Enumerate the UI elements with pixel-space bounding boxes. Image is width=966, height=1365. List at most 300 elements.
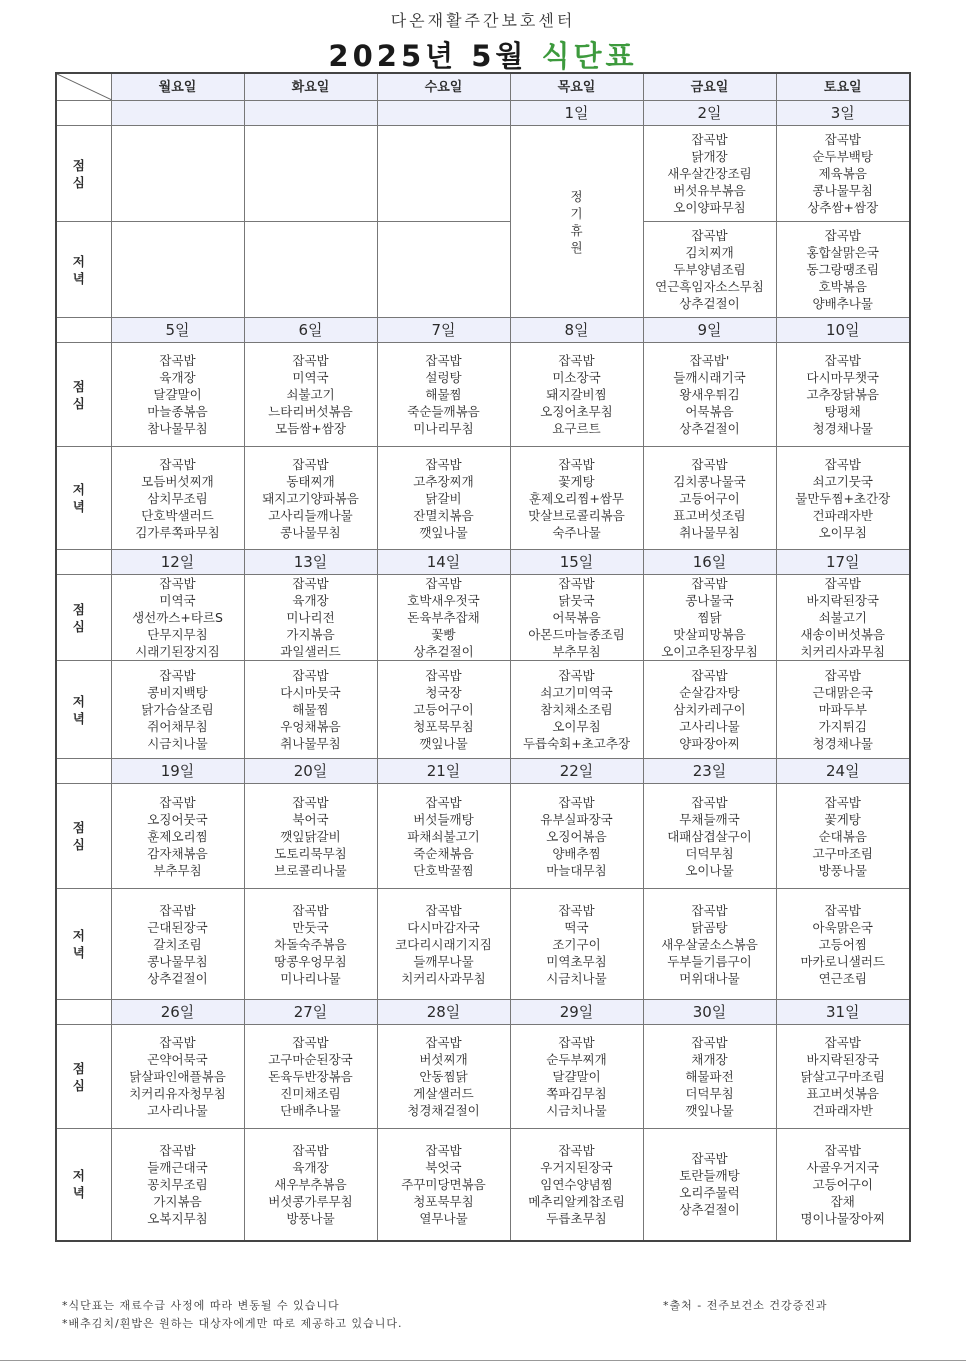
menu-item: 시래기된장지짐	[135, 644, 220, 659]
menu-item: 버섯찌개	[419, 1052, 468, 1067]
menu-item: 참나물무침	[147, 421, 208, 436]
date-cell: 29일	[510, 1000, 643, 1025]
menu-item: 잡곡밥	[691, 576, 728, 591]
dinner-row	[56, 889, 910, 1000]
date-cell: 13일	[244, 550, 377, 575]
menu-item: 잡곡밥	[159, 456, 196, 472]
lunch-label: 점 심	[56, 575, 111, 661]
menu-item: 유부실파장국	[540, 811, 613, 827]
menu-item: 도토리묵무침	[274, 845, 347, 861]
menu-cell	[244, 1025, 377, 1129]
date-cell	[377, 101, 510, 126]
menu-item: 과일샐러드	[280, 644, 341, 659]
menu-item: 닭살파인애플볶음	[129, 1069, 226, 1084]
menu-item: 사골우거지국	[806, 1159, 879, 1175]
menu-item: 콩비지백탕	[147, 685, 208, 700]
date-cell	[111, 101, 244, 126]
menu-item: 조기구이	[552, 936, 601, 952]
menu-item: 잡곡밥	[425, 456, 462, 472]
menu-item: 쇠불고기	[286, 387, 335, 402]
menu-item: 잡곡밥	[691, 902, 728, 918]
menu-item: 잡곡밥	[691, 668, 728, 683]
menu-item: 죽순들깨볶음	[407, 404, 480, 419]
menu-item: 해물찜	[425, 387, 462, 402]
footer-source: *출처 - 전주보건소 건강증진과	[663, 1299, 828, 1312]
menu-item: 순대볶음	[818, 828, 867, 844]
menu-item: 가지볶음	[286, 627, 335, 642]
menu-item: 차돌숙주볶음	[274, 936, 347, 952]
menu-item: 오리주물럭	[679, 1185, 740, 1201]
dinner-label: 저 녁	[56, 889, 111, 1000]
menu-item: 미역국	[159, 593, 196, 608]
menu-item: 잡곡밥	[691, 1151, 728, 1167]
menu-cell	[776, 784, 910, 889]
menu-item: 단호박꿀찜	[413, 862, 474, 878]
date-cell: 15일	[510, 550, 643, 575]
menu-item: 마카로니샐러드	[800, 953, 886, 969]
title-accent: 식단표	[541, 39, 638, 73]
menu-item: 잡곡밥	[558, 902, 595, 918]
menu-item: 미나리전	[286, 610, 335, 625]
menu-item: 상추겉절이	[679, 421, 740, 436]
menu-item: 다시마감자국	[407, 919, 480, 935]
menu-item: 잡채	[830, 1193, 855, 1209]
menu-item: 닭곰탕	[691, 919, 728, 935]
date-cell: 23일	[643, 759, 776, 784]
menu-item: 쥐어채무침	[147, 719, 208, 734]
menu-item: 모듬쌈+쌈장	[275, 421, 346, 436]
menu-item: 오이무침	[552, 719, 601, 734]
menu-item: 김치콩나물국	[673, 473, 746, 489]
menu-item: 오이나물	[685, 862, 734, 878]
date-cell: 16일	[643, 550, 776, 575]
menu-item: 곤약어묵국	[147, 1052, 208, 1067]
menu-item: 쇠불고기	[818, 610, 867, 625]
menu-item: 홍합살맑은국	[806, 245, 879, 260]
menu-cell	[643, 1025, 776, 1129]
date-cell: 8일	[510, 318, 643, 343]
menu-item: 근대맑은국	[812, 685, 873, 700]
menu-item: 꽁치무조림	[147, 1176, 208, 1192]
menu-cell	[244, 126, 377, 222]
date-cell: 30일	[643, 1000, 776, 1025]
menu-item: 상추겉절이	[413, 644, 474, 659]
dinner-label: 저 녁	[56, 661, 111, 759]
menu-cell	[377, 447, 510, 550]
menu-item: 콩나물무침	[147, 953, 208, 969]
menu-item: 잡곡밥	[824, 576, 861, 591]
menu-item: 삼치무조림	[147, 490, 208, 506]
menu-item: 우엉채볶음	[280, 719, 341, 734]
menu-item: 만둣국	[292, 919, 329, 935]
footer-note-kimchi: *배추김치/흰밥은 원하는 대상자에게만 따로 제공하고 있습니다.	[62, 1317, 403, 1330]
menu-item: 죽순채볶음	[413, 845, 474, 861]
menu-item: 우거지된장국	[540, 1159, 613, 1175]
menu-item: 갈치조림	[153, 936, 202, 952]
menu-item: 잡곡밥	[425, 576, 462, 591]
menu-item: 고추장닭볶음	[806, 387, 879, 402]
menu-item: 잡곡밥	[425, 668, 462, 683]
menu-cell	[111, 575, 244, 661]
menu-item: 훈제오리찜	[147, 828, 208, 844]
menu-item: 육개장	[292, 593, 329, 608]
menu-item: 땅콩우엉무침	[274, 953, 347, 969]
menu-item: 육개장	[159, 370, 196, 385]
weekday-2: 수요일	[377, 73, 510, 101]
menu-item: 청국장	[425, 685, 462, 700]
menu-item: 치커리사과무침	[800, 644, 886, 659]
menu-item: 방풍나물	[286, 1210, 335, 1226]
menu-item: 잡곡밥	[292, 794, 329, 810]
menu-cell	[244, 575, 377, 661]
menu-item: 아몬드마늘종조림	[528, 627, 625, 642]
menu-item: 고구마순된장국	[268, 1052, 353, 1067]
date-cell: 21일	[377, 759, 510, 784]
menu-item: 버섯들깨탕	[413, 811, 474, 827]
menu-item: 꽃게탕	[558, 473, 595, 489]
dinner-label: 저 녁	[56, 1129, 111, 1241]
menu-item: 잡곡밥	[691, 456, 728, 472]
page-bottom-divider	[0, 1360, 966, 1361]
menu-item: 고구마조림	[812, 845, 873, 861]
menu-item: 깻잎나물	[419, 524, 468, 540]
menu-item: 잡곡밥	[292, 456, 329, 472]
menu-item: 양파장아찌	[679, 736, 740, 751]
menu-item: 요구르트	[552, 421, 601, 436]
menu-item: 잡곡밥	[824, 1035, 861, 1050]
menu-item: 김치찌개	[685, 245, 734, 260]
menu-item: 건파래자반	[812, 507, 873, 523]
menu-item: 왕새우튀김	[679, 387, 740, 402]
menu-item: 청포묵무침	[413, 1193, 474, 1209]
menu-cell	[377, 661, 510, 759]
menu-item: 잡곡밥	[558, 1142, 595, 1158]
menu-cell	[643, 784, 776, 889]
menu-cell	[776, 343, 910, 447]
date-row	[56, 1000, 910, 1025]
menu-item: 시금치나물	[546, 970, 607, 986]
menu-item: 두릅초무침	[546, 1210, 607, 1226]
date-cell: 7일	[377, 318, 510, 343]
menu-item: 미역초무침	[546, 953, 607, 969]
menu-item: 고추장찌개	[413, 473, 474, 489]
menu-item: 시금치나물	[546, 1103, 607, 1118]
dinner-label: 저 녁	[56, 222, 111, 318]
menu-item: 상추쌈+쌈장	[807, 200, 879, 215]
lunch-row	[56, 784, 910, 889]
menu-item: 생선까스+타르S	[132, 610, 223, 625]
menu-item: 감자채볶음	[147, 845, 208, 861]
menu-item: 미나리무침	[413, 421, 474, 436]
menu-item: 오징어볶음	[546, 828, 607, 844]
date-row-spacer	[56, 550, 111, 575]
menu-item: 미소장국	[552, 370, 601, 385]
menu-cell	[776, 661, 910, 759]
menu-item: 잡곡밥	[558, 456, 595, 472]
menu-item: 쇠고기뭇국	[812, 473, 873, 489]
lunch-label: 점 심	[56, 784, 111, 889]
closed-notice: 정 기 휴 원	[510, 126, 643, 318]
menu-cell	[244, 784, 377, 889]
lunch-row	[56, 1025, 910, 1129]
menu-cell	[510, 447, 643, 550]
menu-item: 안동찜닭	[419, 1069, 468, 1084]
menu-cell	[510, 661, 643, 759]
menu-cell	[643, 889, 776, 1000]
menu-item: 육개장	[292, 1159, 329, 1175]
menu-item: 게살샐러드	[413, 1086, 474, 1101]
lunch-label: 점 심	[56, 1025, 111, 1129]
menu-item: 콩나물국	[685, 593, 734, 608]
menu-item: 돼지갈비찜	[546, 387, 607, 402]
menu-item: 달걀말이	[153, 387, 202, 402]
menu-item: 상추겉절이	[147, 970, 208, 986]
menu-item: 쇠고기미역국	[540, 685, 613, 700]
menu-item: 해물파전	[685, 1069, 734, 1084]
menu-cell	[377, 889, 510, 1000]
menu-item: 잡곡밥'	[689, 353, 730, 368]
lunch-label: 점 심	[56, 126, 111, 222]
menu-cell	[244, 1129, 377, 1241]
menu-cell	[643, 575, 776, 661]
menu-cell	[643, 343, 776, 447]
menu-item: 취나물무침	[679, 524, 740, 540]
menu-item: 잡곡밥	[292, 902, 329, 918]
menu-item: 잡곡밥	[425, 794, 462, 810]
lunch-row	[56, 126, 910, 222]
menu-item: 잡곡밥	[558, 576, 595, 591]
menu-cell	[643, 126, 776, 222]
menu-item: 청포묵무침	[413, 719, 474, 734]
menu-item: 순살감자탕	[679, 685, 740, 700]
menu-item: 잡곡밥	[292, 353, 329, 368]
menu-item: 단배추나물	[280, 1103, 341, 1118]
menu-item: 동그랑땡조림	[806, 262, 879, 277]
weekday-0: 월요일	[111, 73, 244, 101]
menu-item: 아욱맑은국	[812, 919, 873, 935]
menu-item: 토란들깨탕	[679, 1168, 740, 1184]
menu-cell	[244, 447, 377, 550]
menu-item: 북엇국	[425, 1159, 462, 1175]
menu-item: 삼치카레구이	[673, 702, 746, 717]
menu-item: 잡곡밥	[159, 576, 196, 591]
menu-cell	[510, 889, 643, 1000]
menu-item: 깻잎나물	[419, 736, 468, 751]
menu-item: 고등어찜	[818, 936, 867, 952]
menu-item: 다시마무챗국	[806, 370, 879, 385]
menu-item: 오이양파무침	[673, 200, 746, 215]
menu-cell	[377, 343, 510, 447]
menu-item: 마늘종볶음	[147, 404, 208, 419]
menu-item: 잡곡밥	[292, 668, 329, 683]
menu-item: 들깨무나물	[413, 953, 474, 969]
menu-cell	[776, 1025, 910, 1129]
menu-item: 잡곡밥	[159, 1142, 196, 1158]
menu-item: 깻잎닭갈비	[280, 828, 341, 844]
menu-item: 치커리유자청무침	[129, 1086, 226, 1101]
menu-item: 잡곡밥	[558, 1035, 595, 1050]
date-cell: 28일	[377, 1000, 510, 1025]
menu-cell	[111, 1129, 244, 1241]
page-title	[0, 34, 966, 75]
menu-item: 쪽파김무침	[546, 1086, 607, 1101]
menu-item: 설렁탕	[425, 370, 462, 385]
menu-item: 잡곡밥	[824, 668, 861, 683]
menu-item: 미역국	[292, 370, 329, 385]
menu-cell	[643, 447, 776, 550]
menu-item: 새우부추볶음	[274, 1176, 347, 1192]
menu-item: 오징어초무침	[540, 404, 613, 419]
menu-item: 미나리나물	[280, 970, 341, 986]
menu-item: 두부들기름구이	[667, 953, 752, 969]
menu-item: 다시마뭇국	[280, 685, 341, 700]
footer-note-change: *식단표는 재료수급 사정에 따라 변동될 수 있습니다	[62, 1299, 340, 1312]
menu-item: 고사리들깨나물	[268, 507, 353, 523]
menu-item: 잡곡밥	[159, 902, 196, 918]
menu-item: 잡곡밥	[824, 228, 861, 243]
menu-item: 단호박샐러드	[141, 507, 214, 523]
menu-cell	[643, 1129, 776, 1241]
date-cell: 17일	[776, 550, 910, 575]
menu-item: 새우살굴소스볶음	[661, 936, 758, 952]
date-row	[56, 759, 910, 784]
menu-item: 순두부찌개	[546, 1052, 607, 1067]
date-cell: 14일	[377, 550, 510, 575]
menu-item: 메추리알케찹조림	[528, 1193, 625, 1209]
menu-item: 마파두부	[818, 702, 867, 717]
menu-cell	[377, 575, 510, 661]
date-row-spacer	[56, 1000, 111, 1025]
diagonal-line	[57, 74, 112, 100]
menu-item: 부추무침	[153, 862, 202, 878]
menu-cell	[776, 575, 910, 661]
meal-table	[55, 72, 911, 1242]
date-cell: 6일	[244, 318, 377, 343]
date-cell	[244, 101, 377, 126]
menu-item: 돈육부추잡채	[407, 610, 480, 625]
date-cell: 3일	[776, 101, 910, 126]
menu-cell	[377, 222, 510, 318]
menu-item: 잡곡밥	[691, 228, 728, 243]
menu-item: 연근조림	[818, 970, 867, 986]
menu-item: 잡곡밥	[425, 1142, 462, 1158]
menu-item: 취나물무침	[280, 736, 341, 751]
dinner-label: 저 녁	[56, 447, 111, 550]
menu-item: 잡곡밥	[425, 353, 462, 368]
menu-item: 열무나물	[419, 1210, 468, 1226]
date-cell: 1일	[510, 101, 643, 126]
menu-item: 잡곡밥	[159, 668, 196, 683]
menu-item: 닭개장	[691, 149, 728, 164]
menu-item: 더덕무침	[685, 845, 734, 861]
menu-item: 버섯콩가루무침	[268, 1193, 353, 1209]
menu-item: 잡곡밥	[159, 353, 196, 368]
dinner-row	[56, 1129, 910, 1241]
menu-item: 들깨시래기국	[673, 370, 746, 385]
menu-item: 머위대나물	[679, 970, 740, 986]
center-name: 다온재활주간보호센터	[390, 11, 576, 30]
menu-item: 맛살브로콜리볶음	[528, 507, 625, 523]
corner-diagonal	[56, 73, 111, 101]
menu-item: 단무지무침	[147, 627, 208, 642]
menu-cell	[377, 126, 510, 222]
menu-item: 가지볶음	[153, 1193, 202, 1209]
menu-item: 달걀말이	[552, 1069, 601, 1084]
weekday-1: 화요일	[244, 73, 377, 101]
menu-item: 부추무침	[552, 644, 601, 659]
menu-item: 물만두찜+초간장	[795, 490, 891, 506]
menu-cell	[510, 1025, 643, 1129]
menu-cell	[776, 1129, 910, 1241]
menu-item: 두부양념조림	[673, 262, 746, 277]
menu-cell	[111, 889, 244, 1000]
menu-cell	[377, 784, 510, 889]
menu-item: 잡곡밥	[558, 794, 595, 810]
menu-item: 청경채나물	[812, 736, 873, 751]
menu-item: 청경채겉절이	[407, 1103, 480, 1118]
date-cell: 24일	[776, 759, 910, 784]
weekday-header-row	[56, 73, 910, 101]
menu-item: 무채들깨국	[679, 811, 740, 827]
lunch-row	[56, 575, 910, 661]
date-row	[56, 101, 910, 126]
menu-item: 방풍나물	[818, 862, 867, 878]
menu-cell	[377, 1129, 510, 1241]
menu-item: 고사리나물	[147, 1103, 208, 1118]
menu-cell	[111, 222, 244, 318]
menu-item: 꽃게탕	[824, 811, 861, 827]
menu-item: 들깨근대국	[147, 1159, 208, 1175]
menu-item: 코다리시래기지짐	[395, 936, 492, 952]
menu-item: 호박새우젓국	[407, 593, 480, 608]
menu-cell	[244, 889, 377, 1000]
menu-item: 더덕무침	[685, 1086, 734, 1101]
menu-item: 버섯유부볶음	[673, 183, 746, 198]
menu-item: 잡곡밥	[159, 794, 196, 810]
date-row	[56, 550, 910, 575]
menu-item: 콩나물무침	[280, 524, 341, 540]
menu-item: 바지락된장국	[806, 593, 879, 608]
menu-item: 오이고추된장무침	[661, 644, 758, 659]
menu-cell	[111, 343, 244, 447]
menu-item: 건파래자반	[812, 1103, 873, 1118]
menu-item: 돈육두반장볶음	[268, 1069, 353, 1084]
menu-item: 잡곡밥	[691, 132, 728, 147]
menu-item: 진미채조림	[280, 1086, 341, 1101]
menu-cell	[111, 661, 244, 759]
menu-item: 임연수양념찜	[540, 1176, 613, 1192]
menu-item: 숙주나물	[552, 524, 601, 540]
menu-item: 상추겉절이	[679, 1202, 740, 1218]
menu-item: 잔멸치볶음	[413, 507, 474, 523]
menu-item: 고등어구이	[812, 1176, 873, 1192]
menu-item: 가지튀김	[818, 719, 867, 734]
menu-cell	[776, 889, 910, 1000]
date-cell: 31일	[776, 1000, 910, 1025]
menu-item: 바지락된장국	[806, 1052, 879, 1067]
menu-item: 채개장	[691, 1052, 728, 1067]
menu-item: 잡곡밥	[691, 1035, 728, 1050]
menu-item: 시금치나물	[147, 736, 208, 751]
menu-item: 콩나물무침	[812, 183, 873, 198]
menu-item: 훈제오리찜+쌈무	[529, 490, 624, 506]
date-cell: 10일	[776, 318, 910, 343]
menu-item: 꽃빵	[431, 627, 456, 642]
menu-item: 깻잎나물	[685, 1103, 734, 1118]
menu-item: 찜닭	[697, 610, 722, 625]
menu-item: 오이무침	[818, 524, 867, 540]
menu-item: 잡곡밥	[425, 1035, 462, 1050]
